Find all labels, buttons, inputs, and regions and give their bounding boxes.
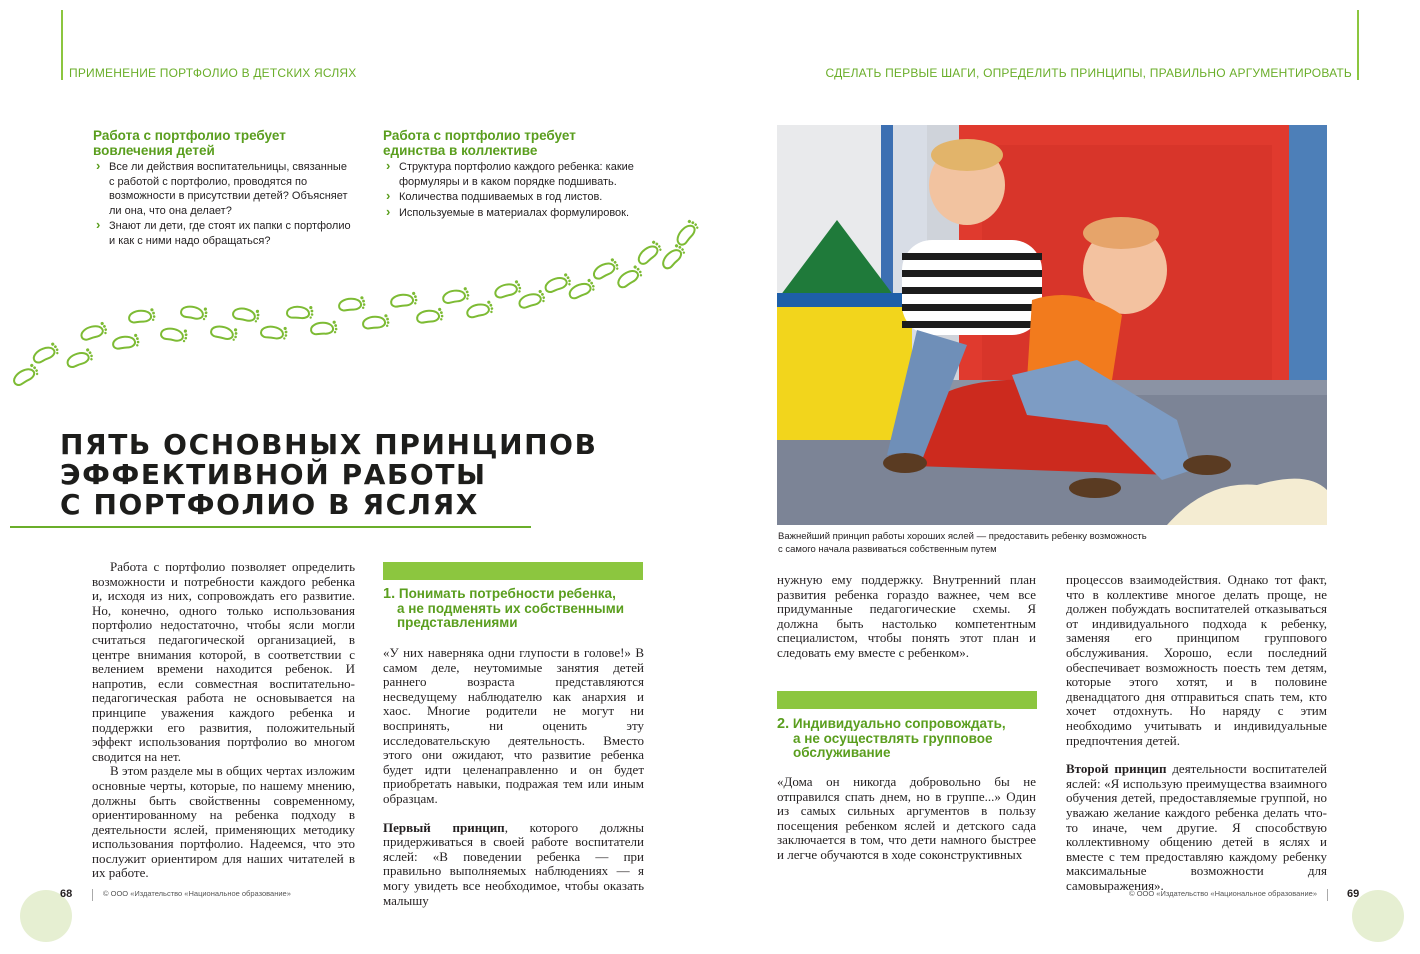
footprints [11, 219, 700, 389]
footer-divider-right [1327, 889, 1328, 901]
photo-caption: Важнейший принцип работы хороших яслей — предоставить ребенку возможность с самого начала развиваться собственным путем [778, 531, 1147, 555]
section-1-heading: 1. Понимать потребности ребенка, а не подменять их собственными представлениями [383, 586, 624, 630]
info-box-title: Работа с портфолио требует вовлечения детей [93, 128, 286, 158]
body-column-2 [383, 646, 644, 908]
running-header-left: ПРИМЕНЕНИЕ ПОРТФОЛИО В ДЕТСКИХ ЯСЛЯХ [69, 66, 357, 80]
footer-divider-left [92, 889, 93, 901]
paragraph: Первый принцип, которого должны придерживаться в своей работе воспитатели яслей: «В поведении ребенка — при правильно выполняемых наблюдениях — я могу увидеть все необходимое, чтобы оказать малышу [383, 819, 645, 908]
top-left-rule [61, 10, 63, 80]
footer-copyright-right: © ООО «Издательство «Национальное образование» [1129, 889, 1317, 898]
top-right-rule [1357, 10, 1359, 80]
body-column-1 [92, 560, 355, 881]
page-corner-right-decoration [1352, 890, 1404, 942]
list-item: › Количества подшиваемых в год листов. [383, 190, 648, 205]
article-title: ПЯТЬ ОСНОВНЫХ ПРИНЦИПОВ ЭФФЕКТИВНОЙ РАБОТЫ С ПОРТФОЛИО В ЯСЛЯХ [60, 428, 598, 521]
page-number-right: 69 [1347, 888, 1360, 900]
section-2-heading: 2. Индивидуально сопровождать, а не осуществлять групповое обслуживание [777, 716, 1006, 760]
title-underline [10, 526, 531, 528]
paragraph: В этом разделе мы в общих чертах изложим основные черты, которые, по нашему мнению, должны быть свойственны современному, ориентированному на ребенка подходу в деятельности яслей, применяющих методику использования портфолио. Надеемся, что это послужит ориентиром для наших читателей в их работе. [92, 763, 355, 881]
page-number-left: 68 [60, 888, 73, 900]
paragraph: Второй принцип деятельности воспитателей яслей: «Я использую преимущества взаимного обучения детей, предоставляемые группой, но уважаю желание каждого ребенка делать что-то иначе, чем другие. Я способствую коллективному общению детей в яслях и вместе с тем предоставляю каждому ребенку максимальные возможности для самовыражения». [1066, 761, 1327, 893]
list-item: › Используемые в материалах формулировок. [383, 206, 648, 221]
running-header-right: СДЕЛАТЬ ПЕРВЫЕ ШАГИ, ОПРЕДЕЛИТЬ ПРИНЦИПЫ, ПРАВИЛЬНО АРГУМЕНТИРОВАТЬ [825, 66, 1352, 80]
children-photo [777, 125, 1327, 525]
body-column-3 [777, 573, 1036, 661]
list-item: › Структура портфолио каждого ребенка: какие формуляры и в каком порядке подшивать. [383, 160, 648, 189]
footprints-trail-decoration [0, 205, 720, 415]
paragraph: «У них наверняка одни глупости в голове!» В самом деле, неутомимые занятия детей раннего возраста представляются несведущему наблюдателю как анархия и хаос. Многие родители не могут ни воспринять, ни оценить эту исследовательскую деятельность. Вместо этого они ожидают, что развитие ребенка будет идти целенаправленно и он будет приобретать навыки, подражая тем или иным образцам. [383, 645, 644, 806]
section-2-bar [777, 691, 1037, 709]
body-column-4 [1066, 573, 1327, 893]
paragraph: нужную ему поддержку. Внутренний план развития ребенка гораздо важнее, чем все придуманные педагогические схемы. Я должна быть настолько компетентным специалистом, чтобы понять этот план и следовать ему вместе с ребенком». [777, 572, 1036, 660]
paragraph: «Дома он никогда добровольно бы не отправился спать днем, но в группе...» Один из самых сильных аргументов в пользу посещения ребенком яслей и детского сада заключается в том, что дети намного быстрее и легче обучаются в ходе соконструктивных [777, 774, 1036, 862]
list-item: › Знают ли дети, где стоят их папки с портфолио и как с ними надо обращаться? [93, 219, 355, 248]
footer-copyright-left: © ООО «Издательство «Национальное образование» [103, 889, 291, 898]
paragraph: процессов взаимодействия. Однако тот факт, что в коллективе многое делать проще, не должен побуждать воспитателей отказываться от индивидуального подхода к ребенку, заменяя его принципом группового обслуживания. Хорошо, если последний обеспечивает возможность поесть тем детям, которые этого хотят, и в половине двенадцатого дня отправиться спать тем, кто хочет отдохнуть. Но наряду с этим необходимо учитывать и индивидуальные предпочтения детей. [1066, 572, 1327, 748]
info-box-title: Работа с портфолио требует единства в коллективе [383, 128, 576, 158]
body-column-3b [777, 775, 1036, 863]
list-item: › Все ли действия воспитательницы, связанные с работой с портфолио, проводятся по возможности в присутствии детей? Объясняет ли она, что она делает? [93, 160, 355, 218]
paragraph: Работа с портфолио позволяет определить возможности и потребности каждого ребенка и, исходя из них, сопровождать его развитие. Но, конечно, одного только использования портфолио недостаточно, чтобы ясли могли считаться педагогической организацией, в центре внимания которой, в соответствии с велением времени находится ребенок. И напротив, если совместная воспитательно-педагогическая работа не основывается на принципе уважения каждого ребенка и поддержки его развития, положительный эффект использования портфолио во многом сводится на нет. [92, 559, 355, 764]
section-1-bar [383, 562, 643, 580]
